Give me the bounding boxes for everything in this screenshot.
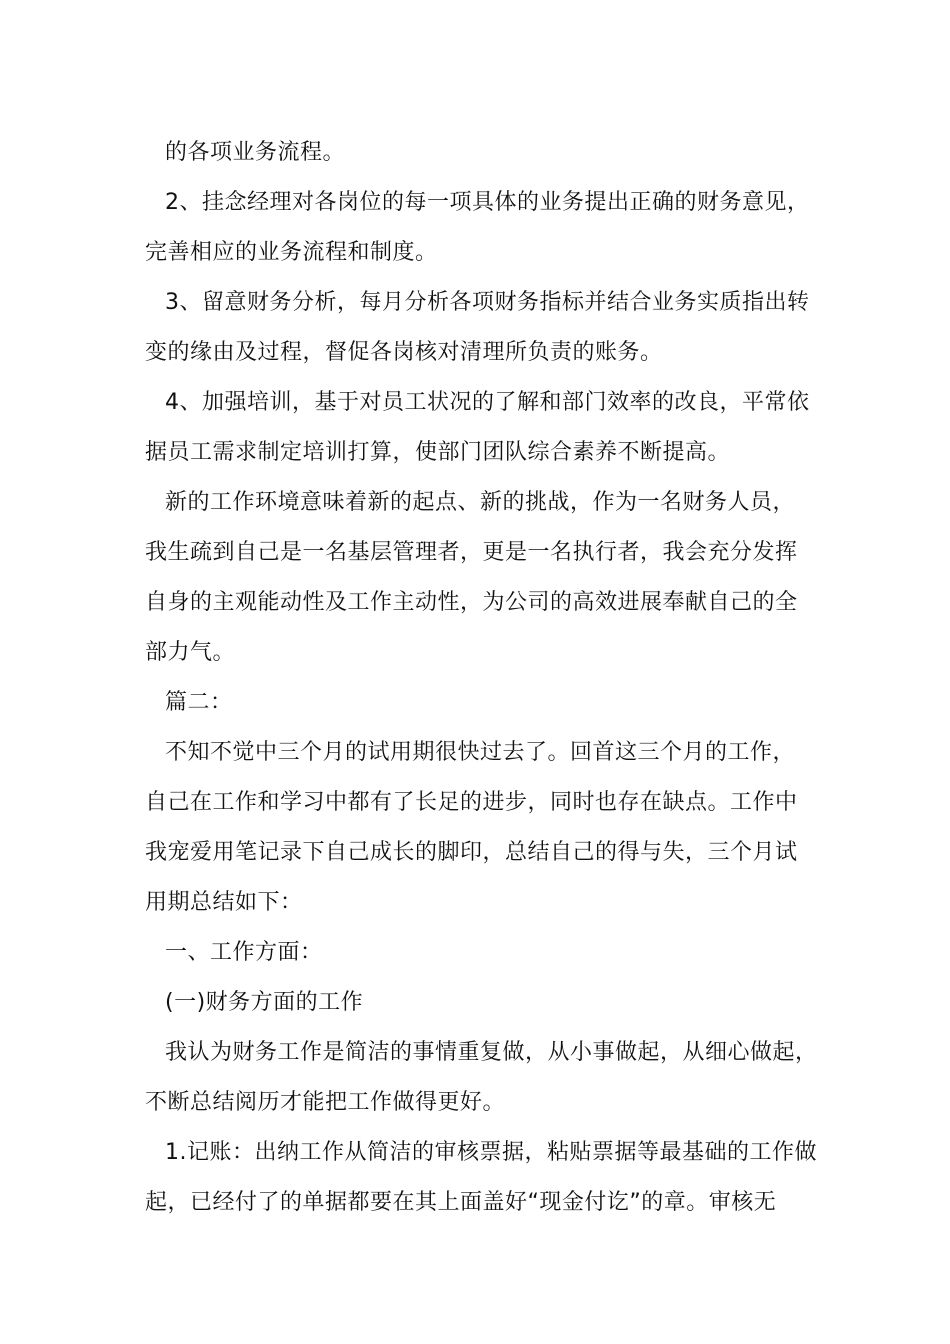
text-line: 1.记账：出纳工作从简洁的审核票据，粘贴票据等最基础的工作做 [165,1140,817,1165]
text-line: 4、加强培训，基于对员工状况的了解和部门效率的改良，平常依 [165,390,810,415]
text-line: 自身的主观能动性及工作主动性，为公司的高效进展奉献自己的全 [145,590,798,615]
text-line: 用期总结如下： [145,890,303,915]
text-line: 不知不觉中三个月的试用期很快过去了。回首这三个月的工作， [165,740,796,765]
text-line: 完善相应的业务流程和制度。 [145,240,438,265]
text-line: 据员工需求制定培训打算，使部门团队综合素养不断提高。 [145,440,731,465]
text-line: 2、挂念经理对各岗位的每一项具体的业务提出正确的财务意见， [165,190,810,215]
text-line: 新的工作环境意味着新的起点、新的挑战，作为一名财务人员， [165,490,796,515]
text-line: 的各项业务流程。 [165,140,346,165]
document-body [145,128,835,1228]
text-line: 一、工作方面： [165,940,323,965]
text-line: 我认为财务工作是简洁的事情重复做，从小事做起，从细心做起， [165,1040,818,1065]
text-line: 篇二： [165,690,233,715]
text-line: 起，已经付了的单据都要在其上面盖好“现金付讫”的章。审核无 [145,1190,777,1215]
text-line: 自己在工作和学习中都有了长足的进步，同时也存在缺点。工作中 [145,790,798,815]
text-line: (一)财务方面的工作 [165,990,364,1015]
text-line: 变的缘由及过程，督促各岗核对清理所负责的账务。 [145,340,663,365]
text-line: 我生疏到自己是一名基层管理者，更是一名执行者，我会充分发挥 [145,540,798,565]
text-line: 不断总结阅历才能把工作做得更好。 [145,1090,506,1115]
text-line: 部力气。 [145,640,236,665]
text-line: 我宠爱用笔记录下自己成长的脚印，总结自己的得与失，三个月试 [145,840,798,865]
text-line: 3、留意财务分析，每月分析各项财务指标并结合业务实质指出转 [165,290,810,315]
